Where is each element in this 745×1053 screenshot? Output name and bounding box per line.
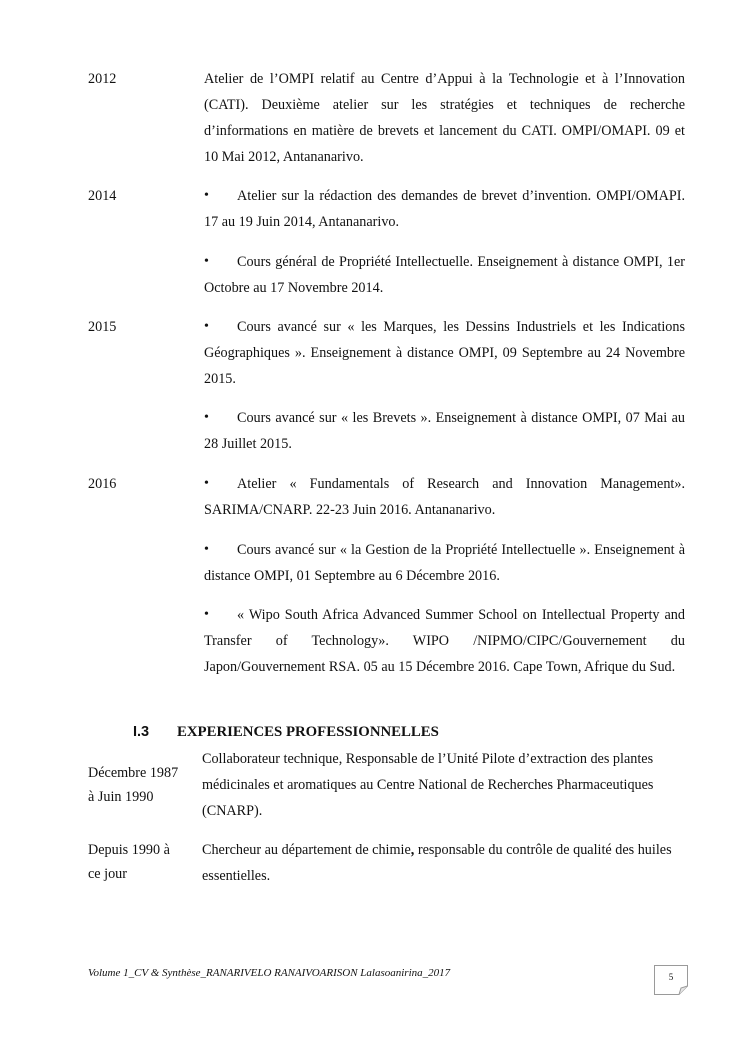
section-title: EXPERIENCES PROFESSIONNELLES [177, 724, 439, 740]
bullet-icon: • [204, 188, 209, 203]
training-year: 2012 [88, 71, 117, 87]
training-bullet-item [204, 537, 685, 589]
experience-description: Collaborateur technique, Responsable de l’Unité Pilote d’extraction des plantes médicinales et aromatiques au Centre National de Recherches Pharmaceutiques (CNARP). [202, 751, 654, 819]
training-entry-text: Cours général de Propriété Intellectuelle. Enseignement à distance OMPI, 1er Octobre au 17 Novembre 2014. [204, 254, 685, 296]
training-year: 2014 [88, 188, 117, 204]
training-bullet-item [204, 314, 685, 392]
training-row-2012 [88, 66, 685, 174]
bullet-icon: • [204, 542, 209, 557]
bullet-icon: • [204, 476, 209, 491]
training-year: 2015 [88, 319, 117, 335]
footer-text: Volume 1_CV & Synthèse_RANARIVELO RANAIVOARISON Lalasoanirina_2017 [88, 967, 451, 979]
experience-description-part: Chercheur au département de chimie [202, 842, 411, 858]
training-entry-text: Cours avancé sur « les Marques, les Dessins Industriels et les Indications Géographiques ». Enseignement à distance OMPI, 09 Septembre au 24 Novembre 2015. [204, 319, 685, 387]
training-entry-text: Atelier sur la rédaction des demandes de brevet d’invention. OMPI/OMAPI. 17 au 19 Juin 2014, Antananarivo. [204, 188, 685, 230]
experience-period [88, 761, 198, 809]
experience-row [88, 837, 685, 889]
experience-description [202, 837, 682, 889]
training-entry-text: Cours avancé sur « la Gestion de la Propriété Intellectuelle ». Enseignement à distance OMPI, 01 Septembre au 6 Décembre 2016. [204, 542, 685, 584]
section-heading [133, 721, 633, 743]
experience-period [88, 838, 198, 886]
experience-period-line: Décembre 1987 [88, 765, 179, 781]
training-bullet-item [204, 183, 685, 235]
training-entry-text: Cours avancé sur « les Brevets ». Enseignement à distance OMPI, 07 Mai au 28 Juillet 2015. [204, 410, 685, 452]
page-number-badge [654, 965, 688, 995]
page-number: 5 [668, 972, 674, 982]
training-entry-text: Atelier « Fundamentals of Research and Innovation Management». SARIMA/CNARP. 22-23 Juin 2016. Antananarivo. [204, 476, 685, 518]
bullet-icon: • [204, 319, 209, 334]
experience-row [88, 746, 685, 826]
experience-period-line: ce jour [88, 866, 127, 882]
section-number: I.3 [133, 724, 150, 740]
experience-description-part: responsable du contrôle de qualité des huiles essentielles. [202, 842, 672, 884]
experience-period-line: Depuis 1990 à [88, 842, 170, 858]
training-bullet-item [204, 249, 685, 301]
training-row-2015 [88, 314, 685, 460]
training-entry-text: Atelier de l’OMPI relatif au Centre d’Appui à la Technologie et à l’Innovation (CATI). Deuxième atelier sur les stratégies et techniques de recherche d’informations en matière de brevets et lancement du CATI. OMPI/OMAPI. 09 et 10 Mai 2012, Antananarivo. [204, 71, 685, 165]
training-bullet-item [204, 471, 685, 523]
bullet-icon: • [204, 410, 209, 425]
training-row-2014 [88, 183, 685, 303]
experience-description-bold: , [410, 842, 415, 858]
bullet-icon: • [204, 607, 209, 622]
experience-period-line: à Juin 1990 [88, 789, 154, 805]
training-row-2016 [88, 471, 685, 707]
training-year: 2016 [88, 476, 117, 492]
bullet-icon: • [204, 254, 209, 269]
training-bullet-item [204, 405, 685, 457]
training-entry-text: « Wipo South Africa Advanced Summer School on Intellectual Property and Transfer of Technology». WIPO /NIPMO/CIPC/Gouvernement du Japon/Gouvernement RSA. 05 au 15 Décembre 2016. Cape Town, Afrique du Sud. [204, 607, 685, 675]
training-bullet-item [204, 602, 685, 680]
